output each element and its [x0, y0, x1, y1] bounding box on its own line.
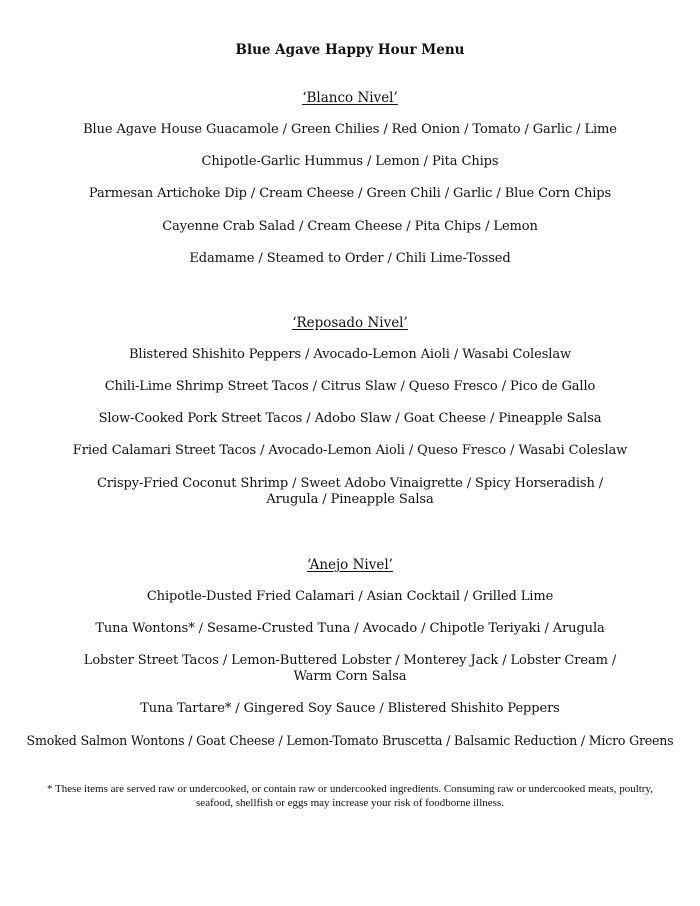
section-heading-reposado: ‘Reposado Nivel’: [292, 315, 408, 331]
section-heading-anejo: ‘Anejo Nivel’: [307, 557, 393, 573]
menu-item: Blue Agave House Guacamole / Green Chilies / Red Onion / Tomato / Garlic / Lime: [83, 122, 617, 137]
raw-food-disclaimer: * These items are served raw or undercooked, or contain raw or undercooked ingredients. Consuming raw or undercooked meats, poultry, seafood, shellfish or eggs may increase your risk of foodborne illness.: [46, 783, 654, 809]
menu-item: Chili-Lime Shrimp Street Tacos / Citrus Slaw / Queso Fresco / Pico de Gallo: [104, 379, 596, 394]
menu-item: Lobster Street Tacos / Lemon-Buttered Lobster / Monterey Jack / Lobster Cream /: [83, 653, 617, 668]
section-heading-blanco: ‘Blanco Nivel’: [302, 90, 398, 106]
menu-item: Chipotle-Garlic Hummus / Lemon / Pita Chips: [201, 154, 499, 169]
menu-item: Parmesan Artichoke Dip / Cream Cheese / Green Chili / Garlic / Blue Corn Chips: [88, 186, 612, 201]
menu-item: Blistered Shishito Peppers / Avocado-Lemon Aioli / Wasabi Coleslaw: [128, 347, 572, 362]
menu-item: Cayenne Crab Salad / Cream Cheese / Pita Chips / Lemon: [162, 219, 538, 234]
menu-item: Edamame / Steamed to Order / Chili Lime-Tossed: [189, 251, 511, 266]
menu-item: Fried Calamari Street Tacos / Avocado-Lemon Aioli / Queso Fresco / Wasabi Coleslaw: [72, 443, 628, 458]
menu-item: Tuna Tartare* / Gingered Soy Sauce / Blistered Shishito Peppers: [140, 701, 560, 716]
menu-item: Smoked Salmon Wontons / Goat Cheese / Lemon-Tomato Bruscetta / Balsamic Reduction / Micro Greens: [26, 733, 674, 748]
menu-item-continuation: Arugula / Pineapple Salsa: [266, 492, 434, 507]
menu-item-continuation: Warm Corn Salsa: [293, 669, 407, 684]
menu-item: Tuna Wontons* / Sesame-Crusted Tuna / Avocado / Chipotle Teriyaki / Arugula: [95, 621, 605, 636]
menu-item: Slow-Cooked Pork Street Tacos / Adobo Slaw / Goat Cheese / Pineapple Salsa: [98, 411, 602, 426]
menu-item: Crispy-Fried Coconut Shrimp / Sweet Adobo Vinaigrette / Spicy Horseradish /: [96, 476, 604, 491]
menu-title: Blue Agave Happy Hour Menu: [235, 42, 465, 58]
menu-item: Chipotle-Dusted Fried Calamari / Asian Cocktail / Grilled Lime: [146, 589, 554, 604]
